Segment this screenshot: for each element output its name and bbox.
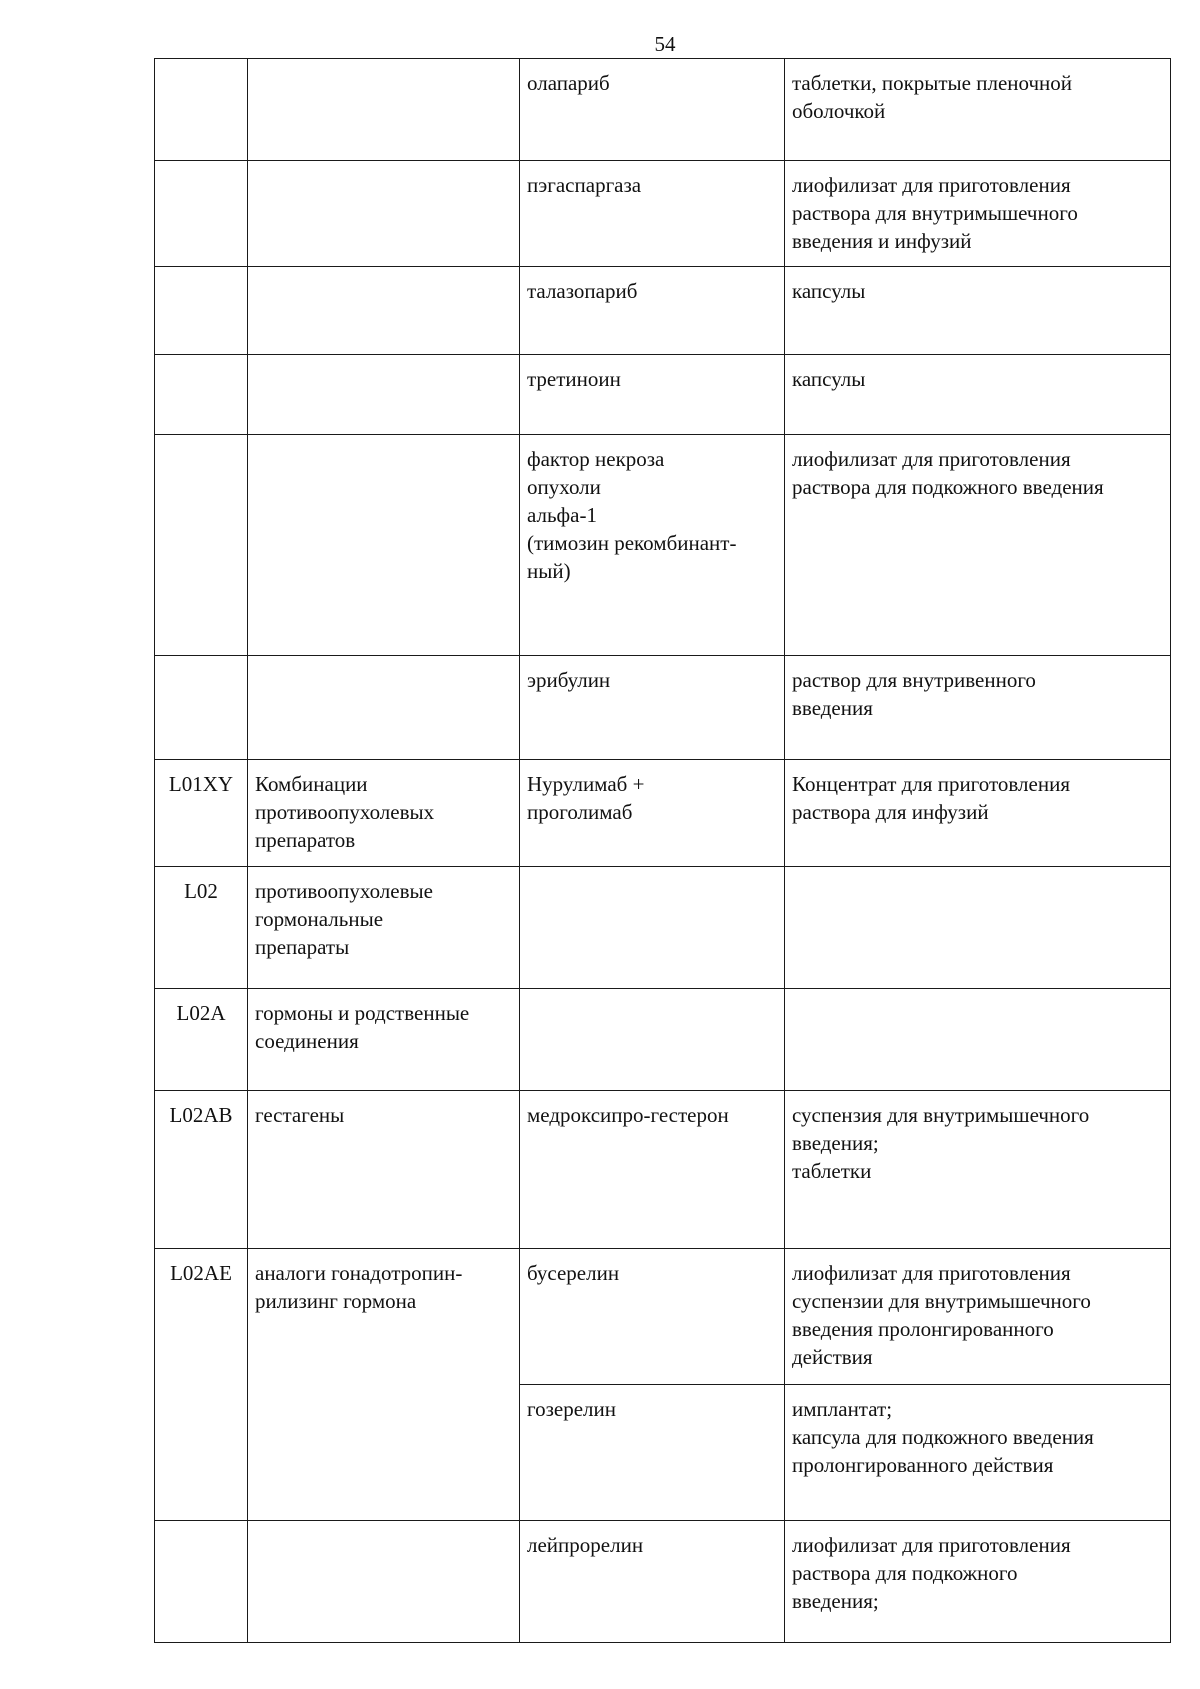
- page-number: 54: [654, 32, 676, 56]
- drug-table: [154, 58, 1171, 1643]
- atc-code-cell: L02A: [155, 989, 248, 1091]
- table-row: [155, 267, 1171, 355]
- dosage-form-cell: капсулы: [785, 267, 1171, 355]
- dosage-form-cell: [785, 867, 1171, 989]
- dosage-form-cell: таблетки, покрытые пленочной оболочкой: [785, 59, 1171, 161]
- group-cell: [248, 656, 520, 760]
- table-row: [155, 355, 1171, 435]
- atc-code-cell: L01XY: [155, 760, 248, 867]
- table-row: [155, 59, 1171, 161]
- dosage-form-cell: лиофилизат для приготовления раствора для внутримышечного введения и инфузий: [785, 161, 1171, 267]
- atc-code-cell: L02: [155, 867, 248, 989]
- atc-code-cell: L02AB: [155, 1091, 248, 1249]
- drug-name-cell: [520, 867, 785, 989]
- group-cell: [248, 267, 520, 355]
- drug-name-cell: фактор некроза опухоли альфа-1 (тимозин рекомбинант- ный): [520, 435, 785, 656]
- group-cell: противоопухолевые гормональные препараты: [248, 867, 520, 989]
- group-cell: [248, 435, 520, 656]
- table-row: [155, 656, 1171, 760]
- group-cell: [248, 59, 520, 161]
- drug-name-cell: бусерелин: [520, 1249, 785, 1385]
- dosage-form-cell: капсулы: [785, 355, 1171, 435]
- group-cell: аналоги гонадотропин- рилизинг гормона: [248, 1249, 520, 1521]
- drug-name-cell: талазопариб: [520, 267, 785, 355]
- dosage-form-cell: имплантат; капсула для подкожного введения пролонгированного действия: [785, 1385, 1171, 1521]
- dosage-form-cell: лиофилизат для приготовления раствора для подкожного введения: [785, 435, 1171, 656]
- drug-name-cell: пэгаспаргаза: [520, 161, 785, 267]
- dosage-form-cell: суспензия для внутримышечного введения; таблетки: [785, 1091, 1171, 1249]
- table-row: [155, 1249, 1171, 1385]
- drug-name-cell: Нурулимаб + проголимаб: [520, 760, 785, 867]
- drug-name-cell: эрибулин: [520, 656, 785, 760]
- group-cell: Комбинации противоопухолевых препаратов: [248, 760, 520, 867]
- dosage-form-cell: [785, 989, 1171, 1091]
- dosage-form-cell: лиофилизат для приготовления суспензии для внутримышечного введения пролонгированного действия: [785, 1249, 1171, 1385]
- group-cell: [248, 1521, 520, 1643]
- group-cell: [248, 355, 520, 435]
- table-row: [155, 760, 1171, 867]
- table-row: [155, 1521, 1171, 1643]
- group-cell: гестагены: [248, 1091, 520, 1249]
- drug-name-cell: лейпрорелин: [520, 1521, 785, 1643]
- table-row: [155, 161, 1171, 267]
- atc-code-cell: [155, 267, 248, 355]
- group-cell: гормоны и родственные соединения: [248, 989, 520, 1091]
- dosage-form-cell: лиофилизат для приготовления раствора для подкожного введения;: [785, 1521, 1171, 1643]
- drug-name-cell: третиноин: [520, 355, 785, 435]
- atc-code-cell: L02AE: [155, 1249, 248, 1521]
- atc-code-cell: [155, 656, 248, 760]
- atc-code-cell: [155, 161, 248, 267]
- table-row: [155, 989, 1171, 1091]
- dosage-form-cell: раствор для внутривенного введения: [785, 656, 1171, 760]
- dosage-form-cell: Концентрат для приготовления раствора для инфузий: [785, 760, 1171, 867]
- table-row: [155, 867, 1171, 989]
- drug-name-cell: [520, 989, 785, 1091]
- table-row: [155, 1091, 1171, 1249]
- group-cell: [248, 161, 520, 267]
- atc-code-cell: [155, 435, 248, 656]
- atc-code-cell: [155, 355, 248, 435]
- drug-name-cell: олапариб: [520, 59, 785, 161]
- atc-code-cell: [155, 59, 248, 161]
- atc-code-cell: [155, 1521, 248, 1643]
- drug-name-cell: гозерелин: [520, 1385, 785, 1521]
- drug-name-cell: медроксипро-гестерон: [520, 1091, 785, 1249]
- table-row: [155, 435, 1171, 656]
